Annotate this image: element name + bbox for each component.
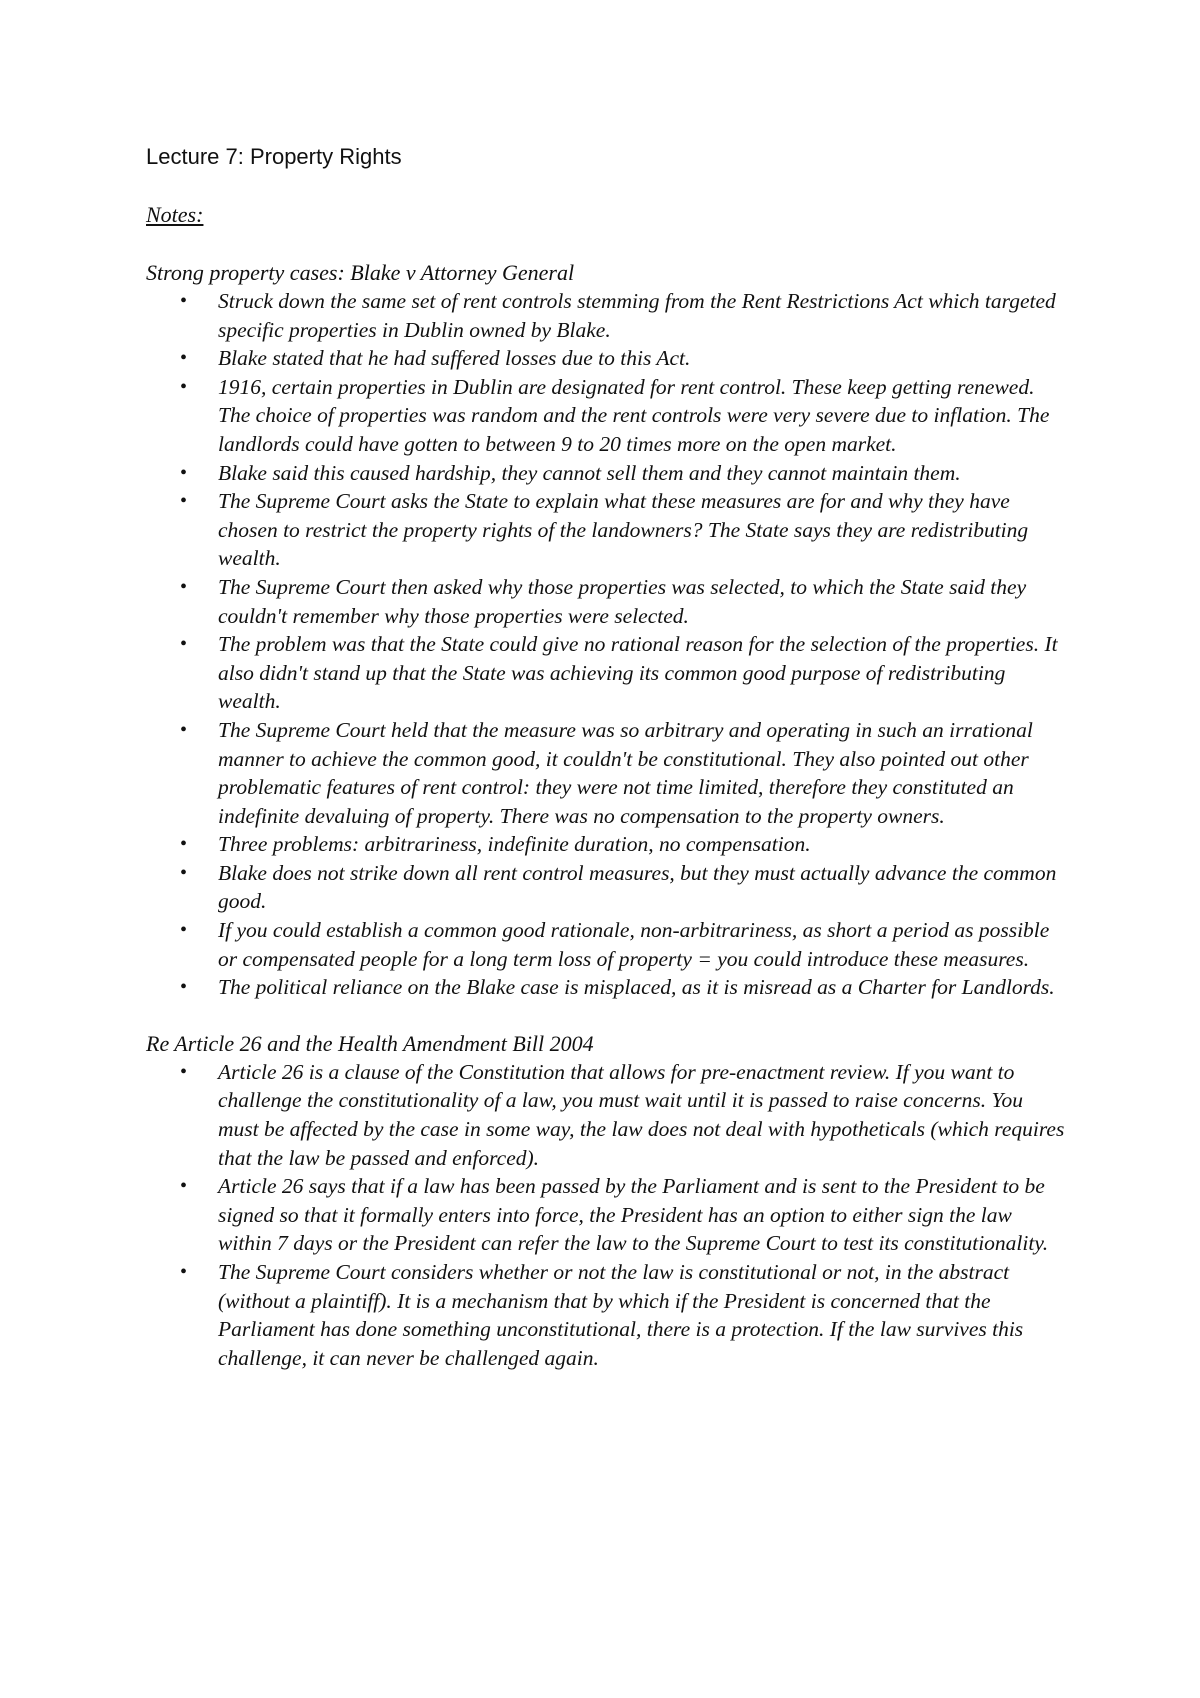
bullet-item: • The political reliance on the Blake case is misplaced, as it is misread as a Charter for Landlords. xyxy=(218,973,1066,1002)
bullet-item: • If you could establish a common good rationale, non-arbitrariness, as short a period as possible or compensated people for a long term loss of property = you could introduce these measures. xyxy=(218,916,1066,973)
section-heading: Strong property cases: Blake v Attorney General xyxy=(146,260,575,285)
notes-label: Notes: xyxy=(146,202,204,227)
bullet-item: • Blake said this caused hardship, they cannot sell them and they cannot maintain them. xyxy=(218,459,1066,488)
bullet-item: • The Supreme Court asks the State to explain what these measures are for and why they have chosen to restrict the property rights of the landowners? The State says they are redistributing wealth. xyxy=(218,487,1066,573)
bullet-item: • The problem was that the State could give no rational reason for the selection of the properties. It also didn't stand up that the State was achieving its common good purpose of redistributing wealth. xyxy=(218,630,1066,716)
bullet-list xyxy=(146,287,1066,1002)
bullet-item: • Struck down the same set of rent controls stemming from the Rent Restrictions Act which targeted specific properties in Dublin owned by Blake. xyxy=(218,287,1066,344)
bullet-list xyxy=(146,1058,1066,1373)
section-article-26 xyxy=(146,1030,1066,1373)
bullet-item: • Blake does not strike down all rent control measures, but they must actually advance the common good. xyxy=(218,859,1066,916)
bullet-item: • Article 26 says that if a law has been passed by the Parliament and is sent to the President to be signed so that it formally enters into force, the President has an option to either sign the law within 7 days or the President can refer the law to the Supreme Court to test its constitutionality. xyxy=(218,1172,1066,1258)
bullet-item: • Three problems: arbitrariness, indefinite duration, no compensation. xyxy=(218,830,1066,859)
bullet-item: • The Supreme Court held that the measure was so arbitrary and operating in such an irrational manner to achieve the common good, it couldn't be constitutional. They also pointed out other problematic features of rent control: they were not time limited, therefore they constituted an indefinite devaluing of property. There was no compensation to the property owners. xyxy=(218,716,1066,830)
bullet-item: • The Supreme Court considers whether or not the law is constitutional or not, in the abstract (without a plaintiff). It is a mechanism that by which if the President is concerned that the Parliament has done something unconstitutional, there is a protection. If the law survives this challenge, it can never be challenged again. xyxy=(218,1258,1066,1372)
section-blake xyxy=(146,259,1066,1002)
bullet-item: • Blake stated that he had suffered losses due to this Act. xyxy=(218,344,1066,373)
document-title: Lecture 7: Property Rights xyxy=(146,144,402,169)
bullet-item: • Article 26 is a clause of the Constitution that allows for pre-enactment review. If you want to challenge the constitutionality of a law, you must wait until it is passed to raise concerns. You must be affected by the case in some way, the law does not deal with hypotheticals (which requires that the law be passed and enforced). xyxy=(218,1058,1066,1172)
section-spacer xyxy=(146,1002,1066,1030)
section-heading: Re Article 26 and the Health Amendment Bill 2004 xyxy=(146,1030,594,1056)
document-page xyxy=(146,143,1066,1372)
bullet-item: • The Supreme Court then asked why those properties was selected, to which the State said they couldn't remember why those properties were selected. xyxy=(218,573,1066,630)
bullet-item: • 1916, certain properties in Dublin are designated for rent control. These keep getting renewed. The choice of properties was random and the rent controls were very severe due to inflation. The landlords could have gotten to between 9 to 20 times more on the open market. xyxy=(218,373,1066,459)
